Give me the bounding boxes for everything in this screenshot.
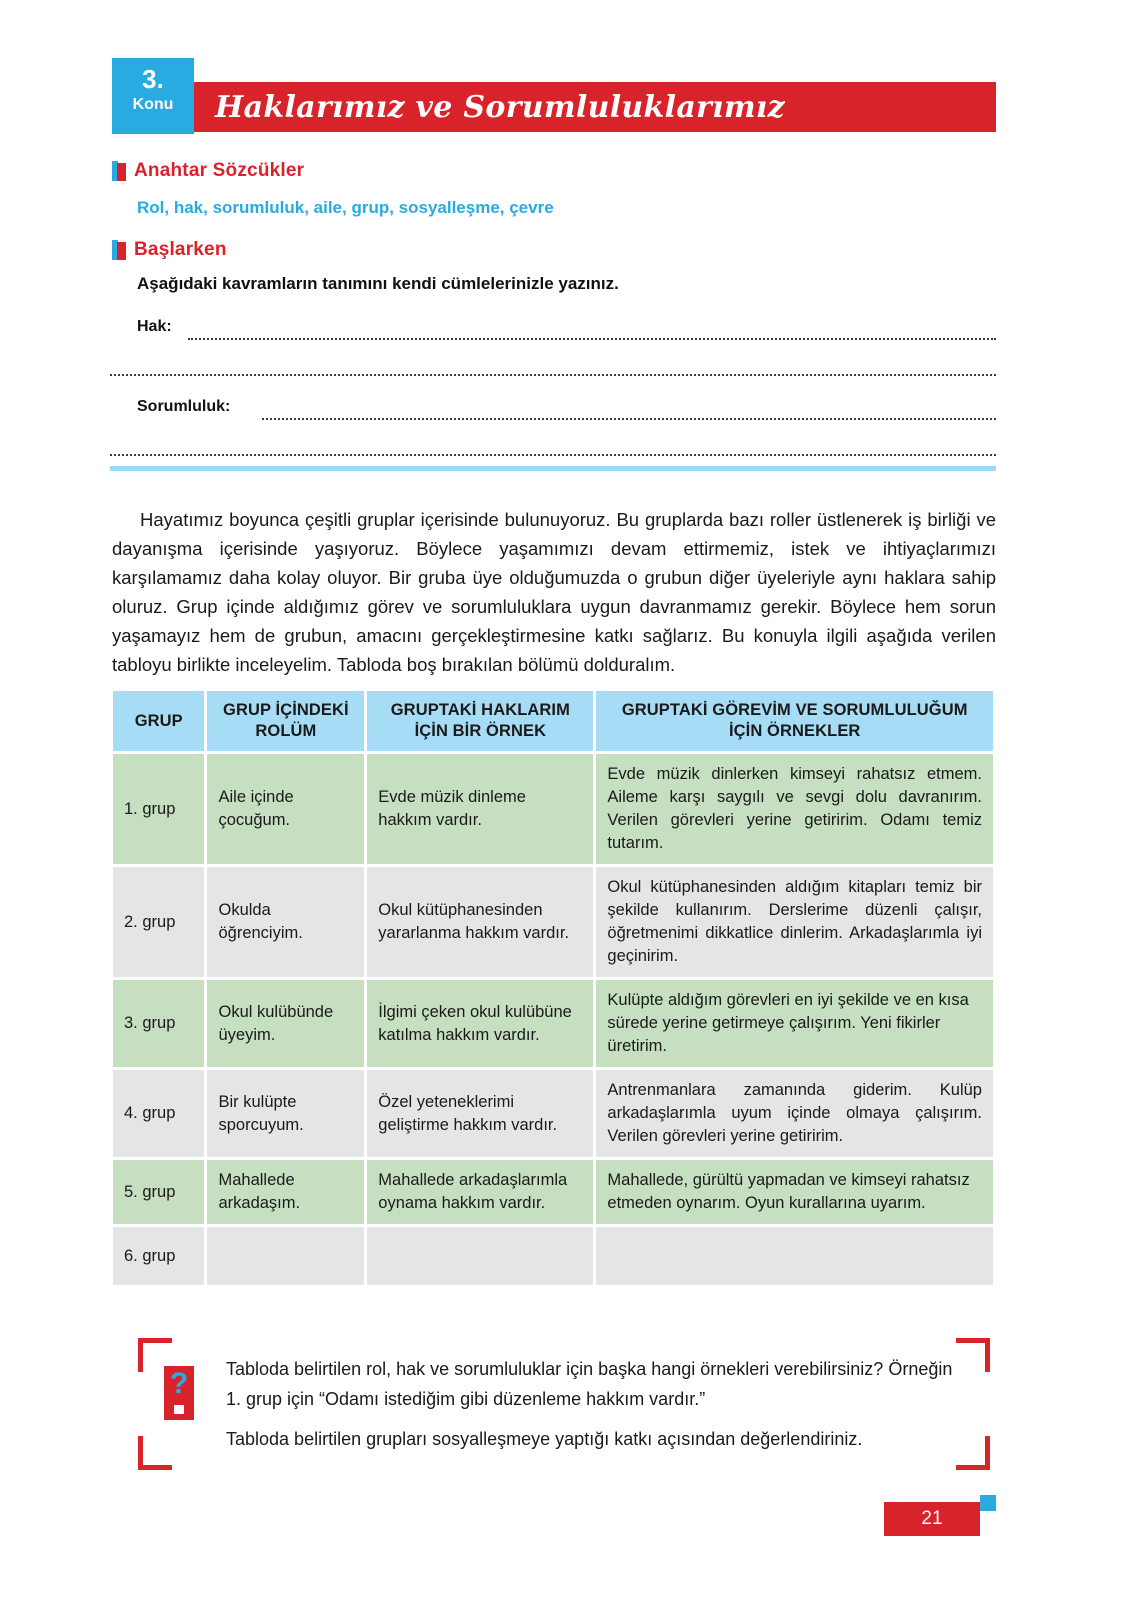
table-row	[113, 754, 993, 864]
table-header-rol: GRUP İÇİNDEKİ ROLÜM	[207, 691, 364, 751]
cell-gorev: Okul kütüphanesinden aldığım kitapları temiz bir şekilde kullanırım. Derslerime düzenli çalışır, öğretmenimi dikkatlice dinlerim. Arkadaşlarımla iyi geçinirim.	[596, 867, 993, 977]
question-box	[138, 1338, 990, 1470]
body-paragraph	[112, 505, 996, 679]
page-number: 21	[884, 1502, 980, 1536]
cell-hak-empty[interactable]	[367, 1227, 593, 1285]
section-heading-keywords	[112, 158, 304, 184]
cell-grup: 3. grup	[113, 980, 204, 1067]
cell-grup: 2. grup	[113, 867, 204, 977]
cell-rol: Mahallede arkadaşım.	[207, 1160, 364, 1224]
cell-rol: Okul kulübünde üyeyim.	[207, 980, 364, 1067]
cell-grup: 4. grup	[113, 1070, 204, 1157]
question-line-2: Tabloda belirtilen grupları sosyalleşmeye yaptığı katkı açısından değerlendiriniz.	[226, 1429, 863, 1449]
cell-hak: Mahallede arkadaşlarımla oynama hakkım vardır.	[367, 1160, 593, 1224]
cell-gorev: Antrenmanlara zamanında giderim. Kulüp arkadaşlarımla uyum içinde olmaya çalışırım. Verilen görevleri yerine getiririm.	[596, 1070, 993, 1157]
cell-gorev: Evde müzik dinlerken kimseyi rahatsız etmem. Aileme karşı saygılı ve sevgi dolu davranırım. Verilen görevleri yerine getiririm. Odamı temiz tutarım.	[596, 754, 993, 864]
cell-rol: Bir kulüpte sporcuyum.	[207, 1070, 364, 1157]
sorumluluk-field-label: Sorumluluk:	[137, 398, 231, 415]
cell-rol: Aile içinde çocuğum.	[207, 754, 364, 864]
sorumluluk-field-line-2[interactable]	[110, 454, 996, 456]
section-divider	[110, 466, 996, 471]
instruction-text: Aşağıdaki kavramların tanımını kendi cümlelerinizle yazınız.	[137, 274, 619, 293]
page-title: Haklarımız ve Sorumluluklarımız	[215, 90, 785, 125]
cell-rol-empty[interactable]	[207, 1227, 364, 1285]
table-body	[113, 754, 993, 1285]
cell-hak: Okul kütüphanesinden yararlanma hakkım vardır.	[367, 867, 593, 977]
cell-gorev-empty[interactable]	[596, 1227, 993, 1285]
cell-rol: Okulda öğrenciyim.	[207, 867, 364, 977]
groups-table	[110, 688, 996, 1288]
hak-field-label: Hak:	[137, 318, 172, 335]
body-paragraph-text: Hayatımız boyunca çeşitli gruplar içerisinde bulunuyoruz. Bu gruplarda bazı roller üstlenerek iş birliği ve dayanışma içerisinde yaşıyoruz. Böylece yaşamımızı devam ettirmemiz, istek ve ihtiyaçlarımızı karşılamamız daha kolay oluyor. Bir gruba üye olduğumuzda o grubun diğer üyeleriyle aynı haklara sahip oluruz. Grup içinde aldığımız görev ve sorumluluklara uygun davranmamız gerekir. Böylece hem sorun yaşamayız hem de grubun, amacını gerçekleştirmesine katkı sağlarız. Bu konuyla ilgili aşağıda verilen tabloyu birlikte inceleyelim. Tabloda boş bırakılan bölümü dolduralım.	[112, 509, 996, 675]
hak-field-line-1[interactable]	[188, 338, 996, 340]
section-heading-start	[112, 237, 227, 263]
keywords-text: Rol, hak, sorumluluk, aile, grup, sosyalleşme, çevre	[137, 198, 554, 217]
table-row	[113, 980, 993, 1067]
cell-gorev: Mahallede, gürültü yapmadan ve kimseyi rahatsız etmeden oynarım. Oyun kurallarına uyarım.	[596, 1160, 993, 1224]
question-mark-icon: ?	[164, 1366, 194, 1420]
cell-grup: 5. grup	[113, 1160, 204, 1224]
table-row	[113, 1070, 993, 1157]
cell-grup: 1. grup	[113, 754, 204, 864]
cell-hak: Özel yeteneklerimi geliştirme hakkım vardır.	[367, 1070, 593, 1157]
unit-badge	[112, 58, 194, 134]
table-header-hak: GRUPTAKİ HAKLARIM İÇİN BİR ÖRNEK	[367, 691, 593, 751]
table-row	[113, 867, 993, 977]
question-line-1: Tabloda belirtilen rol, hak ve sorumluluklar için başka hangi örnekleri verebilirsiniz? Örneğin 1. grup için “Odamı istediğim gibi düzenleme hakkım vardır.”	[226, 1359, 953, 1409]
corner-bottom-left	[138, 1436, 172, 1470]
cell-grup: 6. grup	[113, 1227, 204, 1285]
table-row	[113, 1160, 993, 1224]
hak-field-line-2[interactable]	[110, 374, 996, 376]
cell-hak: Evde müzik dinleme hakkım vardır.	[367, 754, 593, 864]
cell-gorev: Kulüpte aldığım görevleri en iyi şekilde ve en kısa sürede yerine getirmeye çalışırım. Yeni fikirler üretirim.	[596, 980, 993, 1067]
cell-hak: İlgimi çeken okul kulübüne katılma hakkım vardır.	[367, 980, 593, 1067]
table-header-gorev: GRUPTAKİ GÖREVİM VE SORUMLULUĞUM İÇİN ÖRNEKLER	[596, 691, 993, 751]
table-row	[113, 1227, 993, 1285]
table-header-grup: GRUP	[113, 691, 204, 751]
keywords-heading-label: Anahtar Sözcükler	[134, 160, 305, 181]
unit-number: 3.	[142, 64, 164, 94]
table-header-row	[113, 691, 993, 751]
unit-label: Konu	[132, 96, 174, 113]
page-number-accent	[980, 1495, 996, 1511]
sorumluluk-field-line-1[interactable]	[262, 418, 996, 420]
start-heading-label: Başlarken	[134, 239, 227, 260]
question-text	[226, 1354, 970, 1454]
section-marker-icon	[112, 161, 126, 181]
section-marker-icon	[112, 240, 126, 260]
